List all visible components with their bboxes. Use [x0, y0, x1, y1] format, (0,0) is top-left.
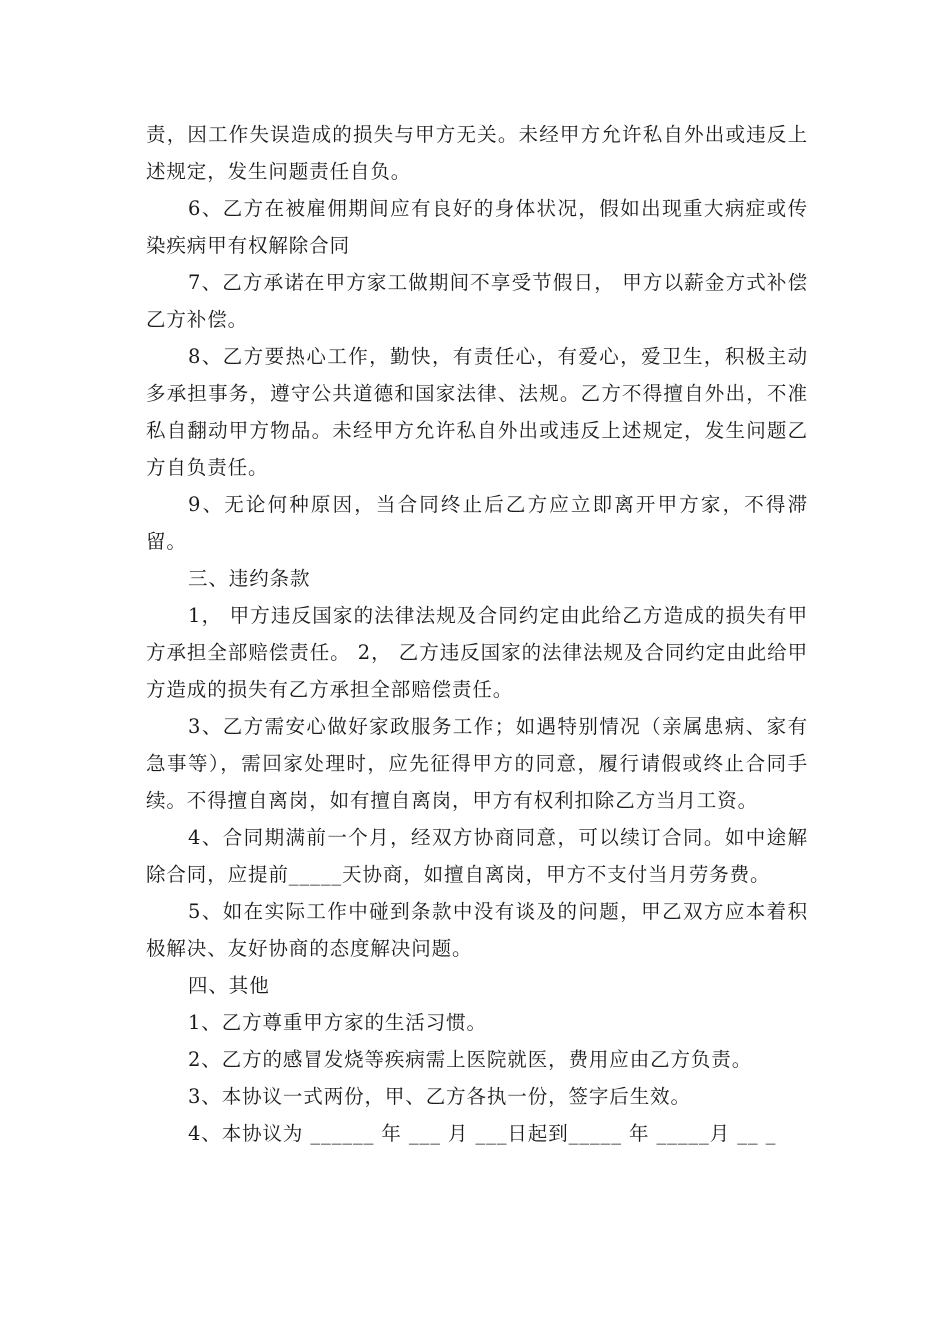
paragraph-7: 1， 甲方违反国家的法律法规及合同约定由此给乙方造成的损失有甲方承担全部赔偿责任。 2， 乙方违反国家的法律法规及合同约定由此给甲方造成的损失有乙方承担全部赔偿责任。	[146, 604, 808, 701]
paragraph-9: 4、合同期满前一个月，经双方协商同意，可以续订合同。如中途解除合同，应提前_____天协商，如擅自离岗，甲方不支付当月劳务费。	[146, 826, 808, 886]
paragraph-14: 3、本协议一式两份，甲、乙方各执一份，签字后生效。	[188, 1085, 691, 1108]
paragraph-10: 5、如在实际工作中碰到条款中没有谈及的问题，甲乙双方应本着积极解决、友好协商的态度解决问题。	[146, 900, 808, 960]
paragraph-12: 1、乙方尊重甲方家的生活习惯。	[188, 1011, 487, 1034]
paragraph-5: 9、无论何种原因，当合同终止后乙方应立即离开甲方家，不得滞留。	[146, 493, 808, 553]
paragraph-2: 6、乙方在被雇佣期间应有良好的身体状况，假如出现重大病症或传染疾病甲有权解除合同	[146, 197, 808, 257]
paragraph-15: 4、本协议为 ______ 年 ___ 月 ___日起到_____ 年 _____月 __ _	[188, 1122, 777, 1145]
paragraph-8: 3、乙方需安心做好家政服务工作；如遇特别情况（亲属患病、家有急事等），需回家处理时，应先征得甲方的同意，履行请假或终止合同手续。不得擅自离岗，如有擅自离岗，甲方有权利扣除乙方当月工资。	[146, 715, 808, 812]
paragraph-3: 7、乙方承诺在甲方家工做期间不享受节假日， 甲方以薪金方式补偿乙方补偿。	[146, 271, 808, 331]
section-heading-3: 三、违约条款	[188, 567, 311, 590]
document-body	[146, 116, 808, 1152]
paragraph-1: 责，因工作失误造成的损失与甲方无关。未经甲方允许私自外出或违反上述规定，发生问题责任自负。	[146, 123, 808, 183]
section-heading-4: 四、其他	[188, 974, 270, 997]
paragraph-4: 8、乙方要热心工作，勤快，有责任心，有爱心，爱卫生，积极主动多承担事务，遵守公共道德和国家法律、法规。乙方不得擅自外出，不准私自翻动甲方物品。未经甲方允许私自外出或违反上述规定，发生问题乙方自负责任。	[146, 345, 808, 479]
paragraph-13: 2、乙方的感冒发烧等疾病需上医院就医，费用应由乙方负责。	[188, 1048, 753, 1071]
